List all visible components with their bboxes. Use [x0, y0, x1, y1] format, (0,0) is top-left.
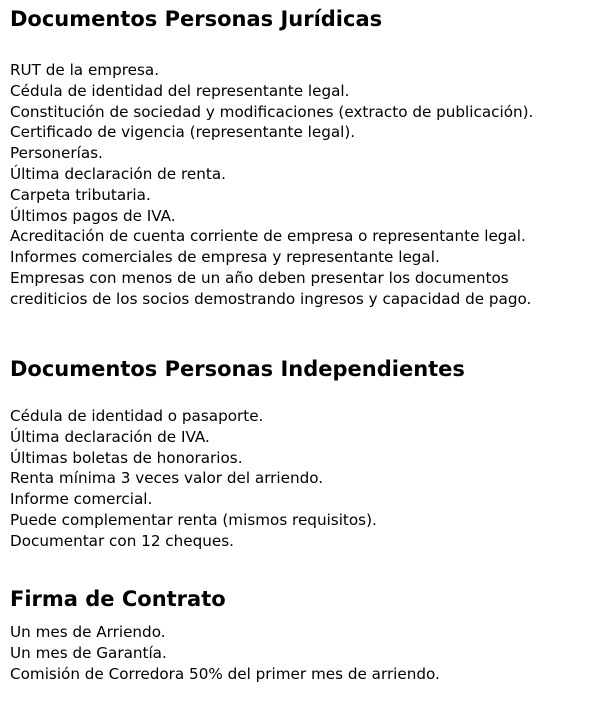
list-item: Comisión de Corredora 50% del primer mes de arriendo. — [10, 664, 440, 683]
section-title-personas-independientes: Documentos Personas Independientes — [10, 357, 465, 381]
list-item: Puede complementar renta (mismos requisitos). — [10, 510, 377, 529]
list-item: Un mes de Garantía. — [10, 643, 167, 662]
requirements-list-personas-juridicas — [10, 60, 606, 310]
list-item: Últimos pagos de IVA. — [10, 206, 176, 225]
list-item: Última declaración de renta. — [10, 164, 226, 183]
list-item: Última declaración de IVA. — [10, 427, 210, 446]
section-personas-independientes — [10, 356, 606, 552]
list-item: Personerías. — [10, 144, 103, 163]
list-item: Informe comercial. — [10, 490, 153, 509]
list-item: Acreditación de cuenta corriente de empresa o representante legal. — [10, 227, 526, 246]
section-title-firma-de-contrato: Firma de Contrato — [10, 587, 226, 611]
list-item: RUT de la empresa. — [10, 61, 160, 79]
list-item: Documentar con 12 cheques. — [10, 531, 234, 550]
list-item: Últimas boletas de honorarios. — [10, 448, 243, 467]
section-title-personas-juridicas: Documentos Personas Jurídicas — [10, 7, 383, 31]
requirements-list-firma-de-contrato — [10, 622, 606, 684]
list-item: crediticios de los socios demostrando ingresos y capacidad de pago. — [10, 289, 532, 308]
list-item: Un mes de Arriendo. — [10, 623, 166, 641]
list-item: Certificado de vigencia (representante legal). — [10, 123, 356, 142]
requirements-list-personas-independientes — [10, 406, 606, 552]
list-item: Empresas con menos de un año deben presentar los documentos — [10, 268, 509, 287]
list-item: Renta mínima 3 veces valor del arriendo. — [10, 469, 324, 488]
list-item: Cédula de identidad del representante legal. — [10, 81, 350, 100]
section-personas-juridicas — [10, 6, 606, 310]
list-item: Cédula de identidad o pasaporte. — [10, 407, 264, 425]
list-item: Carpeta tributaria. — [10, 185, 151, 204]
list-item: Informes comerciales de empresa y representante legal. — [10, 248, 440, 267]
list-item: Constitución de sociedad y modificaciones (extracto de publicación). — [10, 102, 534, 121]
section-firma-de-contrato — [10, 586, 606, 684]
